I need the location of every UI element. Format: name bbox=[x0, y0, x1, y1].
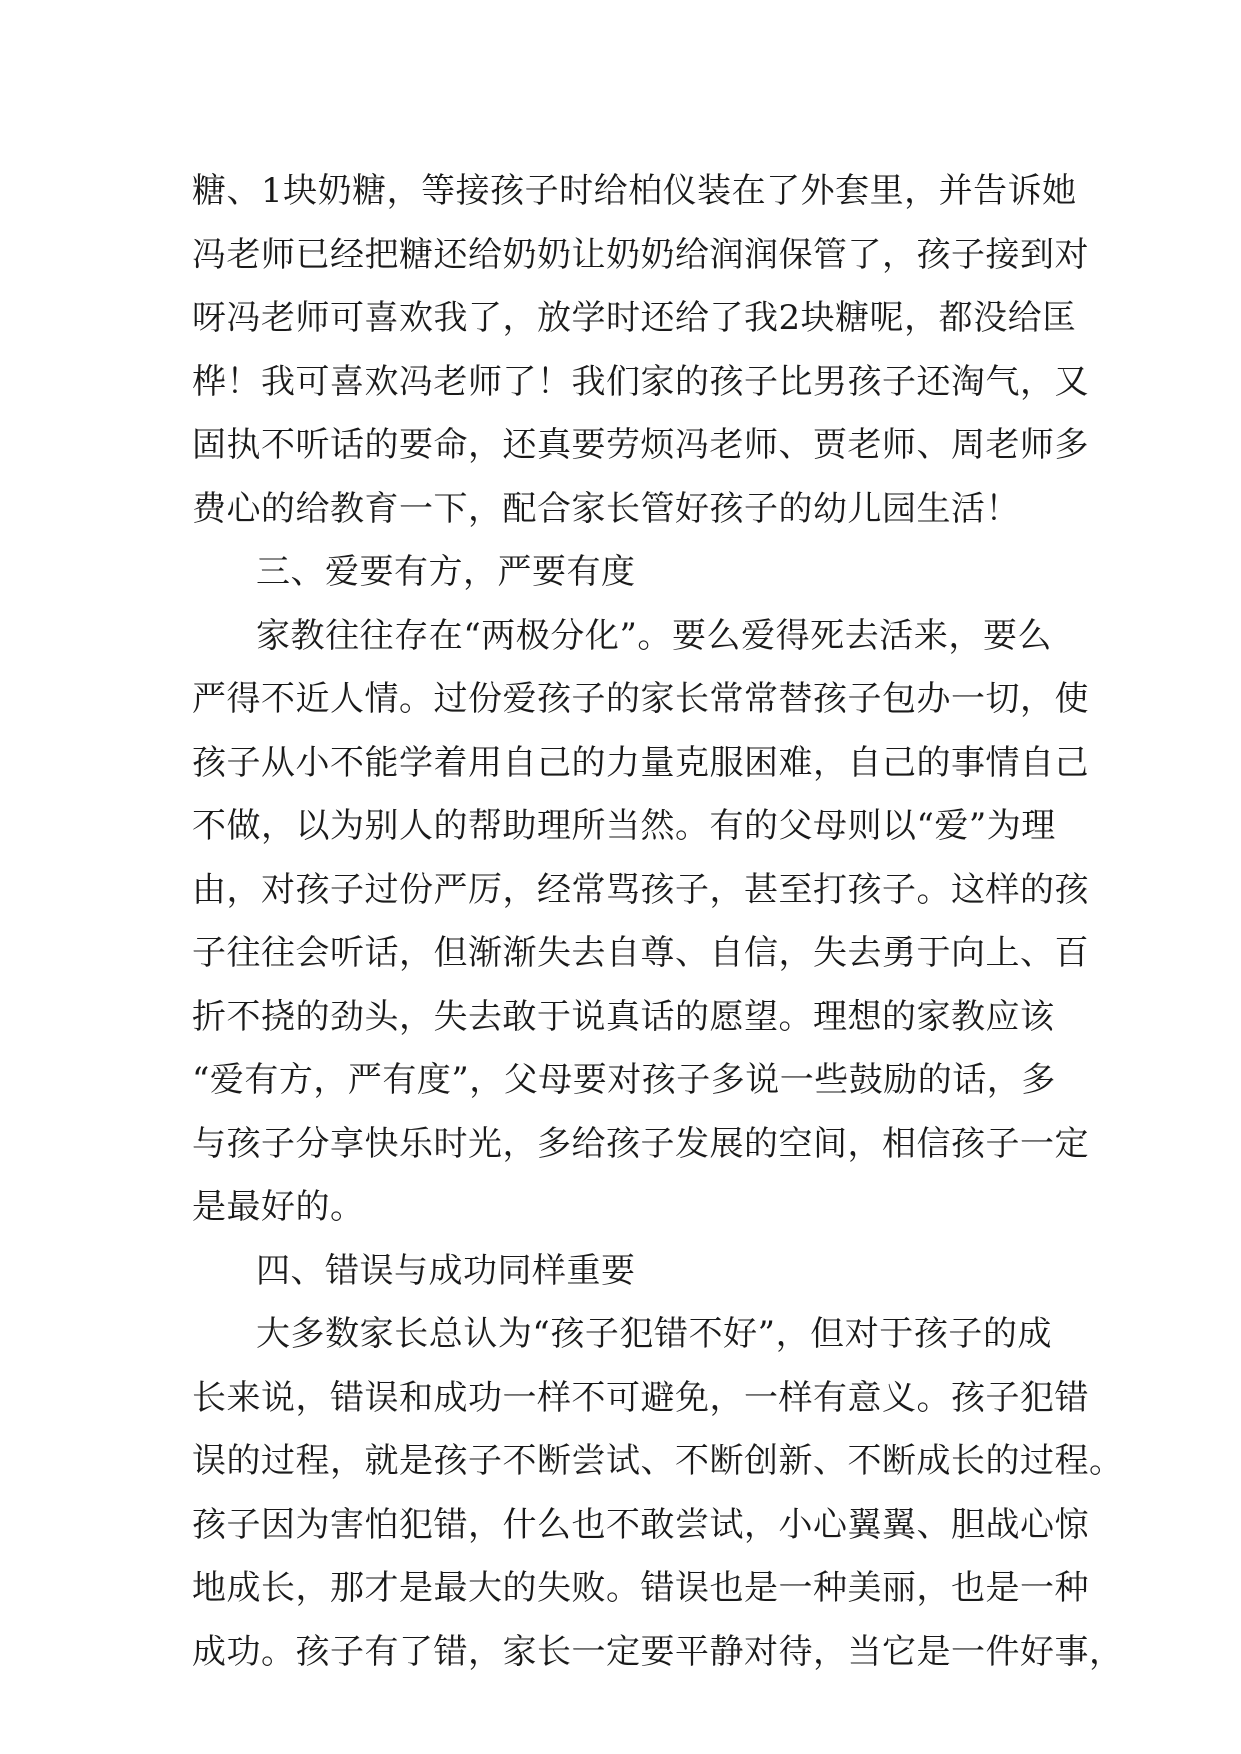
paragraph-line: 子往往会听话，但渐渐失去自尊、自信，失去勇于向上、百 bbox=[192, 933, 1089, 973]
paragraph-line: 是最好的。 bbox=[192, 1187, 365, 1227]
paragraph-line: 长来说，错误和成功一样不可避免，一样有意义。孩子犯错 bbox=[192, 1377, 1089, 1418]
paragraph-line: 由，对孩子过份严厉，经常骂孩子，甚至打孩子。这样的孩 bbox=[192, 869, 1089, 910]
paragraph-line: 折不挠的劲头，失去敢于说真话的愿望。理想的家教应该 bbox=[192, 996, 1055, 1037]
section-heading-3: 三、爱要有方，严要有度 bbox=[256, 552, 636, 592]
paragraph-line: “爱有方，严有度”，父母要对孩子多说一些鼓励的话，多 bbox=[192, 1060, 1056, 1100]
paragraph-line: 大多数家长总认为“孩子犯错不好”，但对于孩子的成 bbox=[256, 1314, 1052, 1354]
paragraph-line: 呀冯老师可喜欢我了，放学时还给了我2块糖呢，都没给匡 bbox=[192, 298, 1077, 338]
paragraph-line: 孩子因为害怕犯错，什么也不敢尝试，小心翼翼、胆战心惊 bbox=[192, 1504, 1089, 1545]
paragraph-line: 不做，以为别人的帮助理所当然。有的父母则以“爱”为理 bbox=[192, 806, 1056, 846]
document-body bbox=[192, 160, 1124, 1684]
paragraph-line: 冯老师已经把糖还给奶奶让奶奶给润润保管了，孩子接到对 bbox=[192, 234, 1089, 275]
paragraph-line: 费心的给教育一下，配合家长管好孩子的幼儿园生活！ bbox=[192, 488, 1020, 529]
paragraph-line: 桦！我可喜欢冯老师了！我们家的孩子比男孩子还淘气，又 bbox=[192, 361, 1089, 402]
paragraph-line: 糖、1块奶糖，等接孩子时给柏仪装在了外套里，并告诉她 bbox=[192, 171, 1077, 211]
paragraph-line: 严得不近人情。过份爱孩子的家长常常替孩子包办一切，使 bbox=[192, 679, 1089, 719]
paragraph-line: 家教往往存在“两极分化”。要么爱得死去活来，要么 bbox=[256, 615, 1052, 656]
paragraph-line: 误的过程，就是孩子不断尝试、不断创新、不断成长的过程。 bbox=[192, 1441, 1124, 1481]
paragraph-line: 成功。孩子有了错，家长一定要平静对待，当它是一件好事， bbox=[192, 1631, 1124, 1672]
paragraph-line: 孩子从小不能学着用自己的力量克服困难，自己的事情自己 bbox=[192, 742, 1089, 783]
paragraph-line: 与孩子分享快乐时光，多给孩子发展的空间，相信孩子一定 bbox=[192, 1123, 1089, 1164]
paragraph-line: 固执不听话的要命，还真要劳烦冯老师、贾老师、周老师多 bbox=[192, 425, 1089, 465]
section-heading-4: 四、错误与成功同样重要 bbox=[256, 1250, 636, 1291]
paragraph-line: 地成长，那才是最大的失败。错误也是一种美丽，也是一种 bbox=[192, 1568, 1089, 1608]
